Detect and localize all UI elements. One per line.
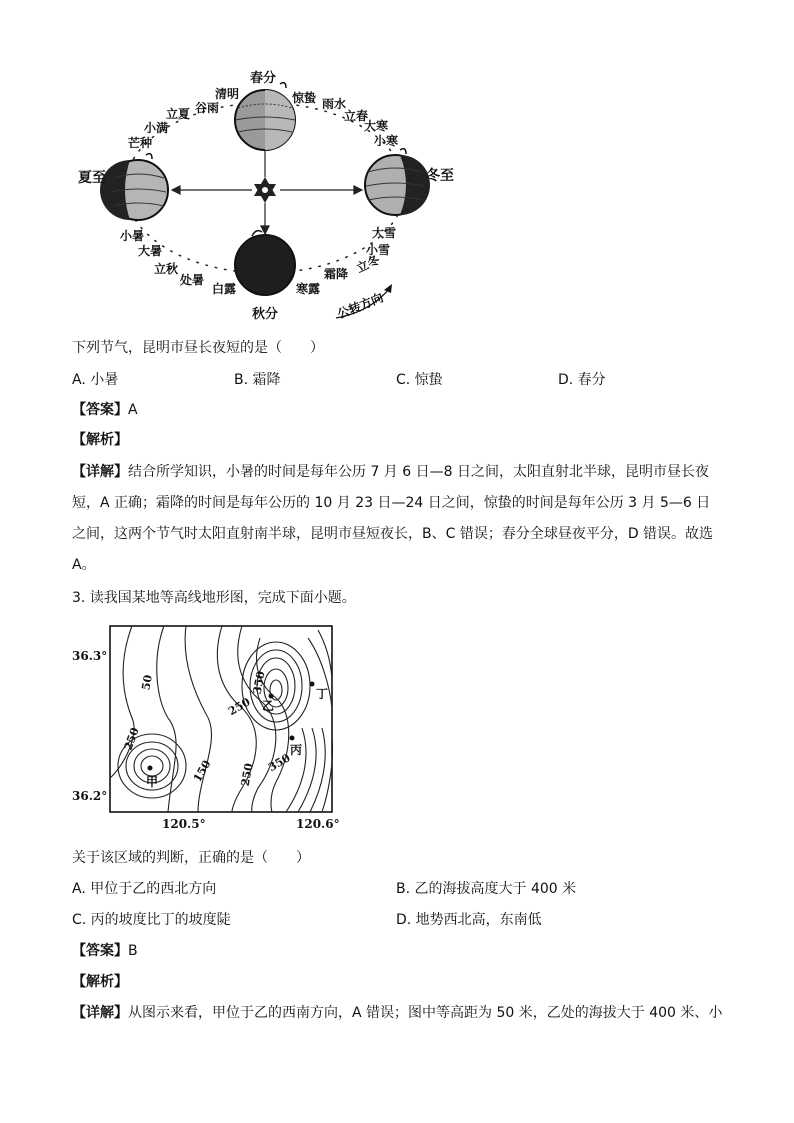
q2-analysis-label: 【解析】 bbox=[72, 432, 128, 448]
point-bing-label: 丙 bbox=[290, 743, 303, 757]
q3-option-d: D. 地势西北高，东南低 bbox=[396, 912, 542, 928]
point-jia-label: 甲 bbox=[146, 775, 159, 789]
orbit-direction-label: 公转方向 bbox=[335, 290, 386, 322]
answer-label: 【答案】 bbox=[72, 943, 128, 959]
contour-label-250-b: 250 bbox=[121, 725, 142, 752]
lon-left-label: 120.5° bbox=[162, 817, 206, 831]
sun-icon bbox=[254, 177, 276, 203]
term-xiaoshu: 小暑 bbox=[120, 229, 145, 243]
answer-value: B bbox=[128, 943, 138, 959]
earth-summer-solstice bbox=[100, 154, 168, 220]
detail-label: 【详解】 bbox=[72, 464, 128, 480]
contour-label-250-c: 250 bbox=[238, 762, 256, 788]
term-hanlu: 寒露 bbox=[296, 282, 321, 296]
q2-option-d: D. 春分 bbox=[558, 372, 606, 388]
term-jingzhe: 惊蛰 bbox=[292, 91, 317, 105]
q3-option-c: C. 丙的坡度比丁的坡度陡 bbox=[72, 912, 231, 928]
term-shuangjiang: 霜降 bbox=[324, 267, 349, 281]
term-qingming: 清明 bbox=[215, 87, 240, 101]
term-qiufen: 秋分 bbox=[252, 307, 279, 322]
q2-question: 下列节气，昆明市昼长夜短的是（ ） bbox=[72, 340, 324, 356]
q3-detail bbox=[72, 1003, 722, 1023]
detail-label: 【详解】 bbox=[72, 1005, 128, 1021]
term-lixia: 立夏 bbox=[166, 107, 191, 121]
term-dahan: 大寒 bbox=[364, 119, 389, 133]
term-mangzhong: 芒种 bbox=[128, 136, 153, 150]
term-dongzhi: 冬至 bbox=[426, 168, 454, 184]
point-jia bbox=[148, 766, 153, 771]
earth-winter-solstice bbox=[365, 149, 430, 215]
q3-intro: 3. 读我国某地等高线地形图，完成下面小题。 bbox=[72, 590, 356, 606]
term-guyu: 谷雨 bbox=[195, 101, 220, 115]
point-ding-label: 丁 bbox=[316, 687, 329, 701]
detail-text: 从图示来看，甲位于乙的西南方向，A 错误；图中等高距为 50 米，乙处的海拔大于 400 米、小 bbox=[128, 1005, 723, 1021]
term-xiaoman: 小满 bbox=[144, 121, 169, 135]
term-lidong: 立冬 bbox=[354, 252, 382, 276]
term-daxue: 大雪 bbox=[372, 226, 397, 240]
q2-detail bbox=[72, 457, 722, 581]
term-xiaohan: 小寒 bbox=[374, 134, 399, 148]
term-chushu: 处暑 bbox=[180, 273, 205, 287]
earth-autumn-equinox bbox=[235, 231, 295, 295]
earth-spring-equinox bbox=[235, 83, 295, 150]
contour-label-50: 50 bbox=[139, 673, 155, 692]
term-lichun: 立春 bbox=[344, 109, 369, 123]
contour-label-250-a: 250 bbox=[226, 695, 253, 719]
term-xiaoxue: 小雪 bbox=[366, 243, 391, 257]
solar-terms-diagram bbox=[78, 60, 470, 330]
q2-answer bbox=[72, 400, 138, 420]
answer-value: A bbox=[128, 402, 138, 418]
answer-label: 【答案】 bbox=[72, 402, 128, 418]
contour-label-350-a: 350 bbox=[250, 670, 268, 696]
contour-map bbox=[72, 618, 362, 834]
term-bailu: 白露 bbox=[212, 282, 237, 296]
lat-bottom-label: 36.2° bbox=[72, 789, 108, 803]
lon-right-label: 120.6° bbox=[296, 817, 340, 831]
q3-option-b: B. 乙的海拔高度大于 400 米 bbox=[396, 881, 577, 897]
point-yi bbox=[269, 694, 274, 699]
term-dashu: 大暑 bbox=[138, 244, 163, 258]
term-liqiu: 立秋 bbox=[154, 262, 179, 276]
detail-text: 结合所学知识，小暑的时间是每年公历 7 月 6 日—8 日之间，太阳直射北半球，昆明市昼长夜短，A 正确；霜降的时间是每年公历的 10 月 23 日—24 日之间，惊蛰的时间是每年公历 3 月 5—6 日之间，这两个节气时太阳直射南半球，昆明市昼短夜长，B、C 错误；春分全球昼夜平分，D 错误。故选 A。 bbox=[72, 464, 714, 573]
q3-analysis-label: 【解析】 bbox=[72, 974, 128, 990]
q2-option-a: A. 小暑 bbox=[72, 372, 119, 388]
point-bing bbox=[290, 736, 295, 741]
q3-option-a: A. 甲位于乙的西北方向 bbox=[72, 881, 217, 897]
term-chunfen: 春分 bbox=[250, 71, 277, 86]
contour-label-350-b: 350 bbox=[266, 751, 293, 775]
point-yi-label: 乙 bbox=[262, 699, 275, 713]
q3-question: 关于该区域的判断，正确的是（ ） bbox=[72, 850, 310, 866]
term-xiazhi: 夏至 bbox=[78, 170, 106, 186]
q2-option-b: B. 霜降 bbox=[234, 372, 281, 388]
lat-top-label: 36.3° bbox=[72, 649, 108, 663]
q3-answer bbox=[72, 941, 138, 961]
q2-option-c: C. 惊蛰 bbox=[396, 372, 443, 388]
contour-label-150: 150 bbox=[190, 758, 214, 785]
term-yushui: 雨水 bbox=[322, 97, 347, 111]
point-ding bbox=[310, 682, 315, 687]
